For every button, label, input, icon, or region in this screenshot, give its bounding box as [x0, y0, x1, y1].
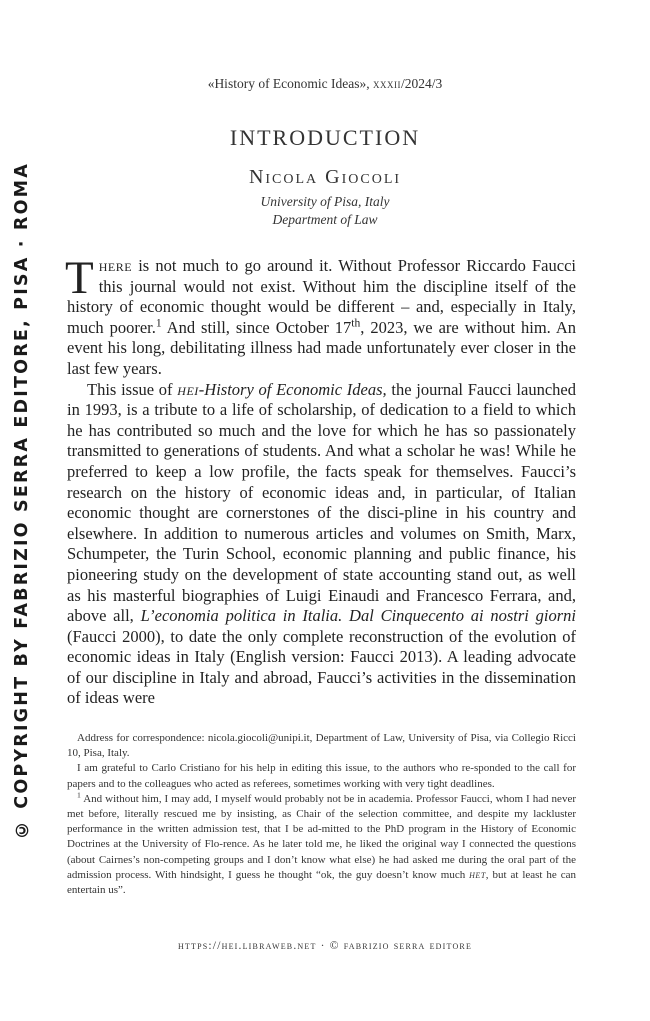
- footnote-1-het: het: [469, 868, 486, 881]
- footnote-ref-1[interactable]: 1: [155, 317, 162, 330]
- note-acknowledgements: I am grateful to Carlo Cristiano for his help in editing this issue, to the authors who re-sponded to the call for papers and to the colleagues who acted as referees, sometimes working with very tight deadlines.: [67, 762, 576, 790]
- p2-text-2: the journal Faucci launched in 1993, is a tribute to a life of scholarship, of dedication to a field to which he has contributed so much and the love for which he has so passionately transmitted to generations of students. And what a scholar he was! While he preferred to keep a low profile, the facts speak for themselves. Faucci’s research on the history of economic ideas and, in particular, of Italian economic thought are cornerstones of the disci-pline in his country and elsewhere. In addition to numerous articles and volumes on Smith, Marx, Schumpeter, the Turin School, economic planning and public finance, his pioneering study on the development of state accounting stand out, as well as his masterful biographies of Luigi Einaudi and Francesco Ferrara, and, above all,: [67, 379, 576, 626]
- journal-ref-prefix: «History of Economic Ideas»,: [207, 76, 374, 91]
- ordinal-suffix: th: [351, 317, 361, 330]
- footnote-1-end: , but at least he can entertain us”.: [67, 868, 576, 897]
- p1-text-3: , 2023, we are without him. An event his long, debilitating illness had made unfortunately ever closer in the last few years.: [67, 317, 576, 378]
- running-head: [0, 76, 650, 92]
- journal-acronym: hei: [177, 379, 199, 399]
- article-body: [65, 252, 577, 709]
- paragraph-2: [67, 380, 576, 710]
- copyright-text: © COPYRIGHT BY FABRIZIO SERRA EDITORE, PISA · ROMA: [12, 162, 32, 840]
- drop-cap: T: [65, 252, 94, 304]
- paragraph-1: [65, 252, 576, 380]
- footnotes: [67, 731, 576, 898]
- footnote-1: [67, 792, 576, 898]
- article-title: INTRODUCTION: [229, 125, 421, 150]
- affiliation-department: Department of Law: [272, 212, 378, 227]
- journal-ref-volume: xxxii: [373, 76, 402, 91]
- p1-text-1: is not much to go around it. Without Professor Riccardo Faucci this journal would not exist. Without him the discipline itself of the history of economic thought would be different – and, especially in Italy, much poorer.: [67, 256, 576, 337]
- page-footer: https://hei.libraweb.net · © fabrizio serra editore: [177, 940, 473, 952]
- book-title: L’economia politica in Italia. Dal Cinquecento ai nostri giorni: [140, 606, 577, 626]
- p2-text-1: This issue of: [87, 379, 178, 399]
- footnote-1-number: 1: [77, 790, 81, 800]
- article-author: Nicola Giocoli: [248, 166, 402, 188]
- lead-smallcaps: here: [98, 256, 133, 275]
- note-address: Address for correspondence: nicola.giocoli@unipi.it, Department of Law, University of Pisa, via Collegio Ricci 10, Pisa, Italy.: [67, 732, 576, 760]
- side-copyright-notice: [5, 162, 39, 840]
- p1-text-2: And still, since October 17: [161, 317, 352, 337]
- p2-text-3: (Faucci 2000), to date the only complete reconstruction of the evolution of economic ideas in Italy (English version: Faucci 2013). A leading advocate of our discipline in Italy and abroad, Faucci’s activities in the dissemination of ideas were: [67, 626, 576, 708]
- journal-ref-suffix: /2024/3: [401, 76, 443, 91]
- footnote-1-text: And without him, I may add, I myself would probably not be in academia. Professor Faucci, whom I had never met before, literally rescued me by insisting, as Chair of the selection committee, and despite my lackluster performance in the written admission test, that I be ad-mitted to the PhD program in the History of Economic Doctrines at the University of Flo-rence. As he later told me, he liked the original way I connected the questions (about Cairnes’s non-competing groups and I don’t know what else) he had asked me during the oral part of the admission process. With hindsight, I guess he thought “ok, the guy doesn’t know much: [67, 792, 576, 881]
- journal-name: -History of Economic Ideas,: [198, 379, 387, 399]
- affiliation-university: University of Pisa, Italy: [260, 194, 390, 209]
